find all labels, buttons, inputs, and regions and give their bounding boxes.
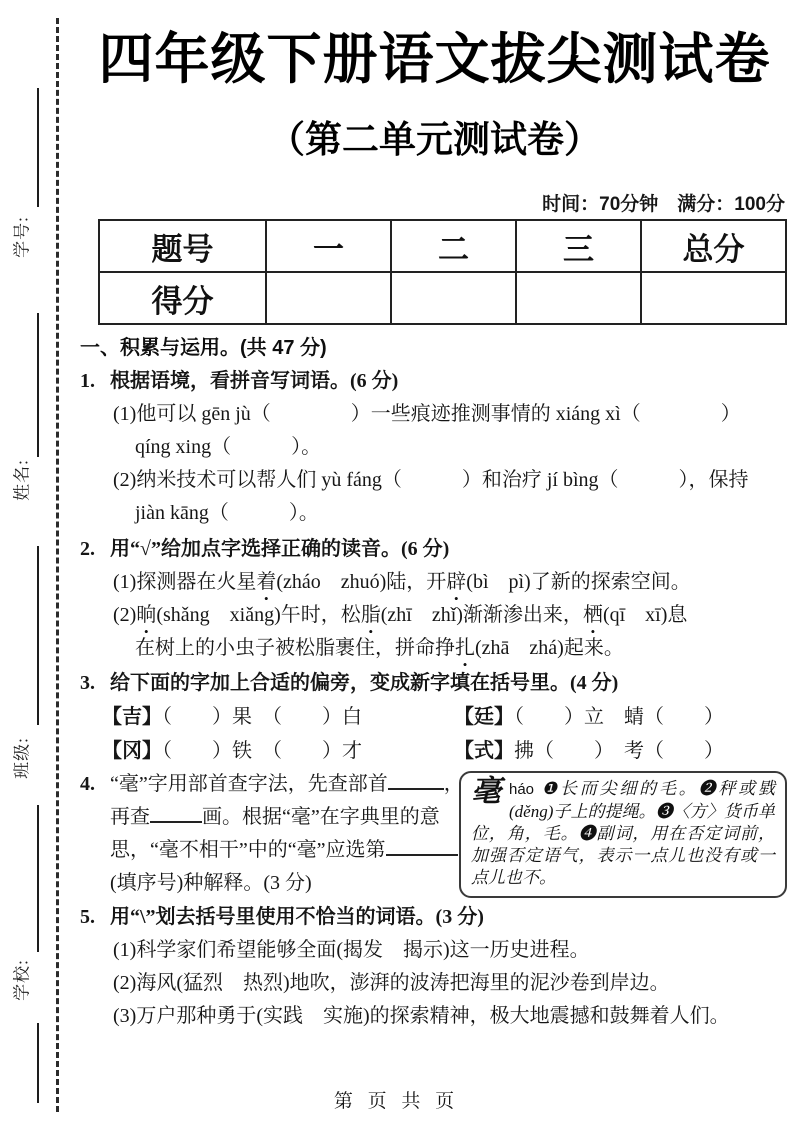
- question-1-title: 根据语境，看拼音写词语。(6 分): [110, 370, 399, 392]
- seal-blank-line-class: [37, 546, 39, 725]
- seal-label-school: 学校:: [12, 959, 32, 1001]
- question-1-item-1-cont: qíng xing（ ）。: [135, 436, 322, 458]
- question-4-line-2: [110, 801, 454, 834]
- question-4-line-3: [110, 834, 454, 867]
- question-5-number: 5.: [80, 906, 95, 928]
- question-1-item-2-cont: jiàn kāng（ ）。: [135, 502, 319, 524]
- score-header-tihao: 题号: [99, 220, 266, 272]
- seal-dashed-line: [56, 18, 59, 1112]
- question-2-item-2: (2)晌(shǎng xiǎng)午时，松脂(zhī zhǐ)渐渐渗出来，栖(qī xī)息: [113, 604, 688, 626]
- question-4: [80, 768, 789, 900]
- question-2-title: 用“√”给加点字选择正确的读音。(6 分): [110, 538, 450, 560]
- question-3-row-1-right-blanks: （ ）立 蜻（ ）: [514, 706, 724, 728]
- exam-subtitle: （第二单元测试卷）: [268, 119, 601, 160]
- question-4-line-1-text: “毫”字用部首查字法，先查部首: [110, 773, 388, 795]
- question-3-row-2: [102, 734, 789, 768]
- score-header-part3: 三: [516, 220, 641, 272]
- score-header-part2: 二: [391, 220, 516, 272]
- time-score-info: 时间：70分钟 满分：100分: [542, 194, 785, 215]
- question-4-line-1: [80, 768, 464, 801]
- question-1-item-1: (1)他可以 gēn jù（ ）一些痕迹推测事情的 xiáng xì（ ）: [113, 403, 741, 425]
- exam-title: 四年级下册语文拔尖测试卷: [98, 28, 771, 90]
- score-cell-part1: [266, 272, 391, 324]
- question-3-row-2-right: [454, 740, 724, 762]
- question-4-number: 4.: [80, 773, 95, 795]
- score-header-total: 总分: [641, 220, 786, 272]
- dictionary-headword: 毫: [471, 775, 501, 808]
- seal-label-class: 班级:: [12, 737, 32, 779]
- question-3-row-2-right-blanks: 拂（ ） 考（ ）: [514, 740, 724, 762]
- question-3-row-1-left: [102, 700, 454, 734]
- question-4-line-1-punct: ，: [443, 773, 464, 795]
- footer-page-info: 第 页 共 页: [333, 1091, 460, 1112]
- question-1-title-line: [80, 365, 789, 398]
- section-1-heading: 一、积累与运用。(共 47 分): [80, 337, 327, 359]
- question-3-row-1-left-blanks: （ ）果 （ ）白: [162, 706, 362, 728]
- score-cell-part3: [516, 272, 641, 324]
- score-cell-total: [641, 272, 786, 324]
- question-3-title-line: [80, 667, 789, 700]
- question-5-title-line: [80, 901, 789, 934]
- seal-blank-line-school: [37, 805, 39, 952]
- question-1-item-2: (2)纳米技术可以帮人们 yù fáng（ ）和治疗 jí bìng（ ），保持: [113, 469, 749, 491]
- question-3-row-1: [102, 700, 789, 734]
- question-3-row-2-left-blanks: （ ）铁 （ ）才: [162, 740, 362, 762]
- question-3-title: 给下面的字加上合适的偏旁，变成新字填在括号里。(4 分): [110, 672, 619, 694]
- question-1-number: 1.: [80, 370, 95, 392]
- seal-label-name: 姓名:: [12, 459, 32, 501]
- given-char-shi: 【式】: [454, 740, 514, 762]
- seal-blank-line-name: [37, 313, 39, 457]
- score-table: [98, 219, 787, 325]
- question-2-number: 2.: [80, 538, 95, 560]
- given-char-gang: 【冈】: [102, 740, 162, 762]
- dictionary-entry-box: [459, 771, 787, 898]
- exam-content: [80, 0, 789, 1033]
- score-table-header-row: [99, 220, 786, 272]
- answer-blank-radical: [388, 773, 444, 790]
- given-char-ji: 【吉】: [102, 706, 162, 728]
- answer-blank-strokes: [150, 806, 202, 823]
- question-2-item-1: (1)探测器在火星着(zháo zhuó)陆，开辟(bì pì)了新的探索空间。: [113, 571, 691, 593]
- score-cell-part2: [391, 272, 516, 324]
- question-4-line-2-text-b: 画。根据“毫”在字典里的意: [202, 806, 440, 828]
- question-5: [80, 901, 789, 1033]
- question-3-row-2-left: [102, 734, 454, 768]
- question-1: [80, 365, 789, 530]
- given-char-ting: 【廷】: [454, 706, 514, 728]
- seal-blank-line-student-id: [37, 88, 39, 207]
- question-2-title-line: [80, 533, 789, 566]
- question-3: [80, 667, 789, 768]
- question-4-line-4: (填序号)种解释。(3 分): [110, 872, 312, 894]
- score-table-score-row: [99, 272, 786, 324]
- question-5-item-1: (1)科学家们希望能够全面(揭发 揭示)这一历史进程。: [113, 939, 590, 961]
- score-header-part1: 一: [266, 220, 391, 272]
- answer-blank-definition: [386, 839, 458, 856]
- dictionary-pinyin: háo: [509, 781, 535, 798]
- question-4-text: [80, 768, 464, 900]
- score-row-label: 得分: [99, 272, 266, 324]
- question-5-title: 用“\”划去括号里使用不恰当的词语。(3 分): [110, 906, 484, 928]
- question-3-number: 3.: [80, 672, 95, 694]
- question-4-line-3-text: 思，“毫不相干”中的“毫”应选第: [110, 839, 386, 861]
- seal-label-student-id: 学号:: [12, 216, 32, 258]
- question-5-item-2: (2)海风(猛烈 热烈)地吹，澎湃的波涛把海里的泥沙卷到岸边。: [113, 972, 670, 994]
- question-4-line-2-text-a: 再查: [110, 806, 150, 828]
- question-2: [80, 533, 789, 665]
- question-5-item-3: (3)万户那种勇于(实践 实施)的探索精神，极大地震撼和鼓舞着人们。: [113, 1005, 730, 1027]
- question-2-item-2-cont: 在树上的小虫子被松脂裹住，拼命挣扎(zhā zhá)起来。: [135, 637, 624, 659]
- dictionary-definitions: ❶长而尖细的毛。❷秤或戥(děng)子上的提绳。❸〈方〉货币单位，角，毛。❹副词，用在否定词前，加强否定语气，表示一点儿也没有或一点儿也不。: [471, 779, 775, 887]
- question-3-row-1-right: [454, 706, 724, 728]
